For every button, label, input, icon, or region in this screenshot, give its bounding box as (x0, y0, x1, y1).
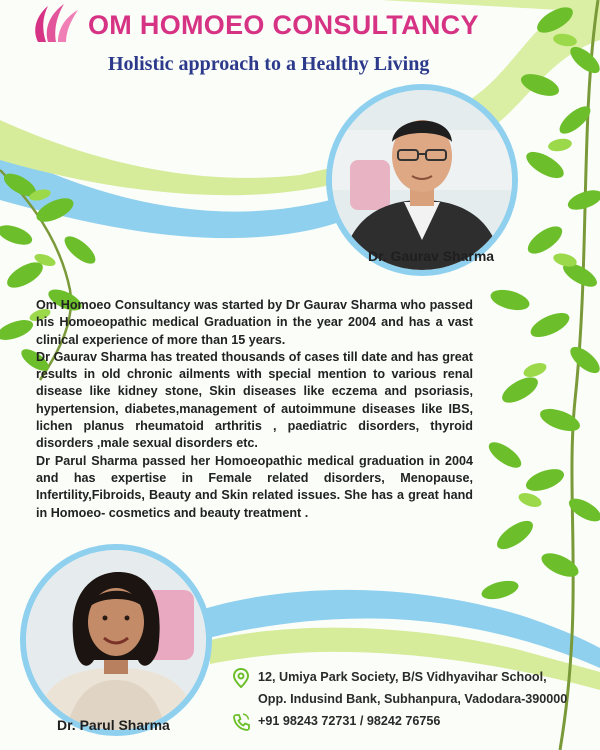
flame-petal-logo-icon (30, 2, 80, 44)
about-paragraph-2: Dr Gaurav Sharma has treated thousands of cases till date and has great results in old chronic ailments with special mention to various renal disease like kidney stone, Skin diseases like eczema and psoriasis, hypertension, diabetes,management of autoimmune diseases like IBS, lichen planus rheumatoid arthritis , paediatric disorders, thyroid disorders ,male sexual disorders etc. (36, 349, 473, 451)
about-paragraph-1: Om Homoeo Consultancy was started by Dr Gaurav Sharma who passed his Homoeopathic medical Graduation in the year 2004 and has a vast clinical experience of more than 15 years. (36, 298, 473, 347)
phone-icon (232, 712, 250, 732)
address-line-2: Opp. Indusind Bank, Subhanpura, Vadodara-390000 (258, 692, 568, 706)
about-paragraph-3: Dr Parul Sharma passed her Homoeopathic medical graduation in 2004 and has expertise in Female related disorders, Menopause, Infertility,Fibroids, Beauty and Skin related issues. She has a great hand in Homoeo- cosmetics and beauty treatment . (36, 453, 473, 520)
consultancy-title: OM HOMOEO CONSULTANCY (88, 10, 479, 40)
phone-row (232, 712, 592, 734)
address-line-1: 12, Umiya Park Society, B/S Vidhyavihar School, (258, 670, 547, 684)
address-row (232, 668, 592, 690)
doctor-portrait-female (26, 550, 206, 730)
address-row-2 (232, 690, 592, 712)
doctor-portrait-male (332, 90, 512, 270)
doctor-photo-parul (20, 544, 212, 736)
tagline: Holistic approach to a Healthy Living (108, 53, 430, 75)
doctor-name-gaurav: Dr. Gaurav Sharma (368, 248, 495, 264)
about-text (36, 297, 473, 522)
location-pin-icon (232, 668, 250, 688)
doctor-name-parul: Dr. Parul Sharma (57, 717, 170, 733)
contact-block (232, 668, 592, 734)
phone-numbers[interactable]: +91 98243 72731 / 98242 76756 (258, 714, 441, 728)
